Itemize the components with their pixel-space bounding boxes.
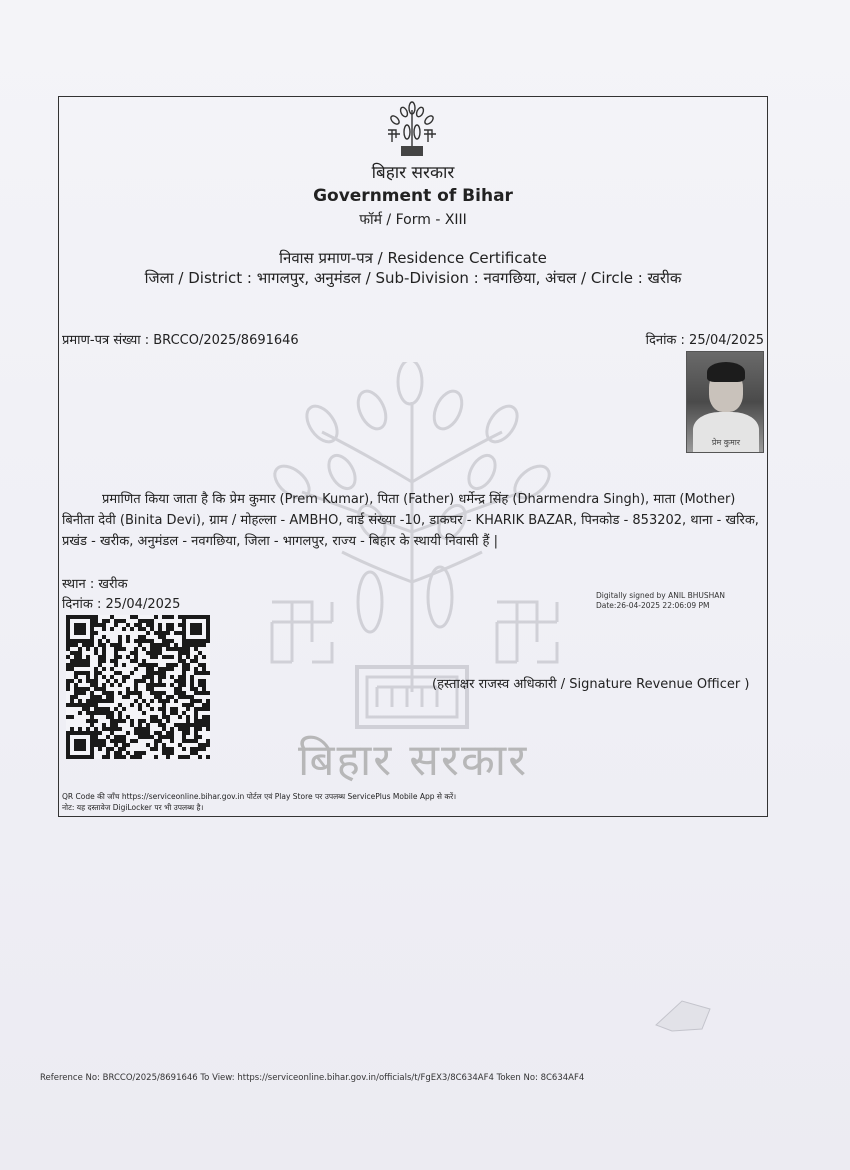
watermark-text: बिहार सरकार (298, 735, 529, 786)
qr-note-line1: QR Code की जाँच https://serviceonline.bihar.gov.in पोर्टल एवं Play Store पर उपलब्ध ServicePlus Mobile App से करें। (62, 792, 457, 801)
government-title-english: Government of Bihar (313, 186, 513, 206)
certificate-date: दिनांक : 25/04/2025 (645, 333, 764, 348)
digital-signature (596, 591, 725, 611)
qr-note (62, 791, 456, 813)
form-number: फॉर्म / Form - XIII (359, 212, 467, 228)
issue-date-line: दिनांक : 25/04/2025 (62, 597, 181, 612)
photo-caption: प्रेम कुमार (711, 438, 741, 447)
qr-code[interactable] (66, 615, 210, 759)
reference-footer: Reference No: BRCCO/2025/8691646 To View: https://serviceonline.bihar.gov.in/officials/t/FgEX3/8C634AF4 Token No: 8C634AF4 (40, 1073, 585, 1083)
bihar-emblem-icon (383, 100, 441, 158)
certificate-body: प्रमाणित किया जाता है कि प्रेम कुमार (Prem Kumar), पिता (Father) धर्मेन्द्र सिंह (Dharmendra Singh), माता (Mother) बिनीता देवी (Binita Devi), ग्राम / मोहल्ला - AMBHO, वार्ड संख्या -10, डाकघर - KHARIK BAZAR, पिनकोड - 853202, थाना - खरिक, प्रखंड - खरीक, अनुमंडल - नवगछिया, जिला - भागलपुर, राज्य - बिहार के स्थायी निवासी हैं | (62, 492, 759, 549)
digital-signature-signer: Digitally signed by ANIL BHUSHAN (596, 591, 726, 600)
signature-label: (हस्ताक्षर राजस्व अधिकारी / Signature Revenue Officer ) (432, 677, 750, 692)
qr-note-line2: नोट: यह दस्तावेज DigiLocker पर भी उपलब्ध है। (62, 803, 204, 812)
photo-hair (707, 362, 745, 382)
jurisdiction-line: जिला / District : भागलपुर, अनुमंडल / Sub-Division : नवगछिया, अंचल / Circle : खरीक (144, 269, 682, 287)
digital-signature-date: Date:26-04-2025 22:06:09 PM (596, 601, 710, 610)
applicant-photo (686, 351, 764, 453)
certificate-title: निवास प्रमाण-पत्र / Residence Certificate (279, 249, 547, 267)
certificate-number: प्रमाण-पत्र संख्या : BRCCO/2025/8691646 (62, 333, 299, 348)
paper-mark (652, 995, 716, 1035)
place-line: स्थान : खरीक (62, 577, 128, 592)
government-title-hindi: बिहार सरकार (371, 163, 455, 183)
